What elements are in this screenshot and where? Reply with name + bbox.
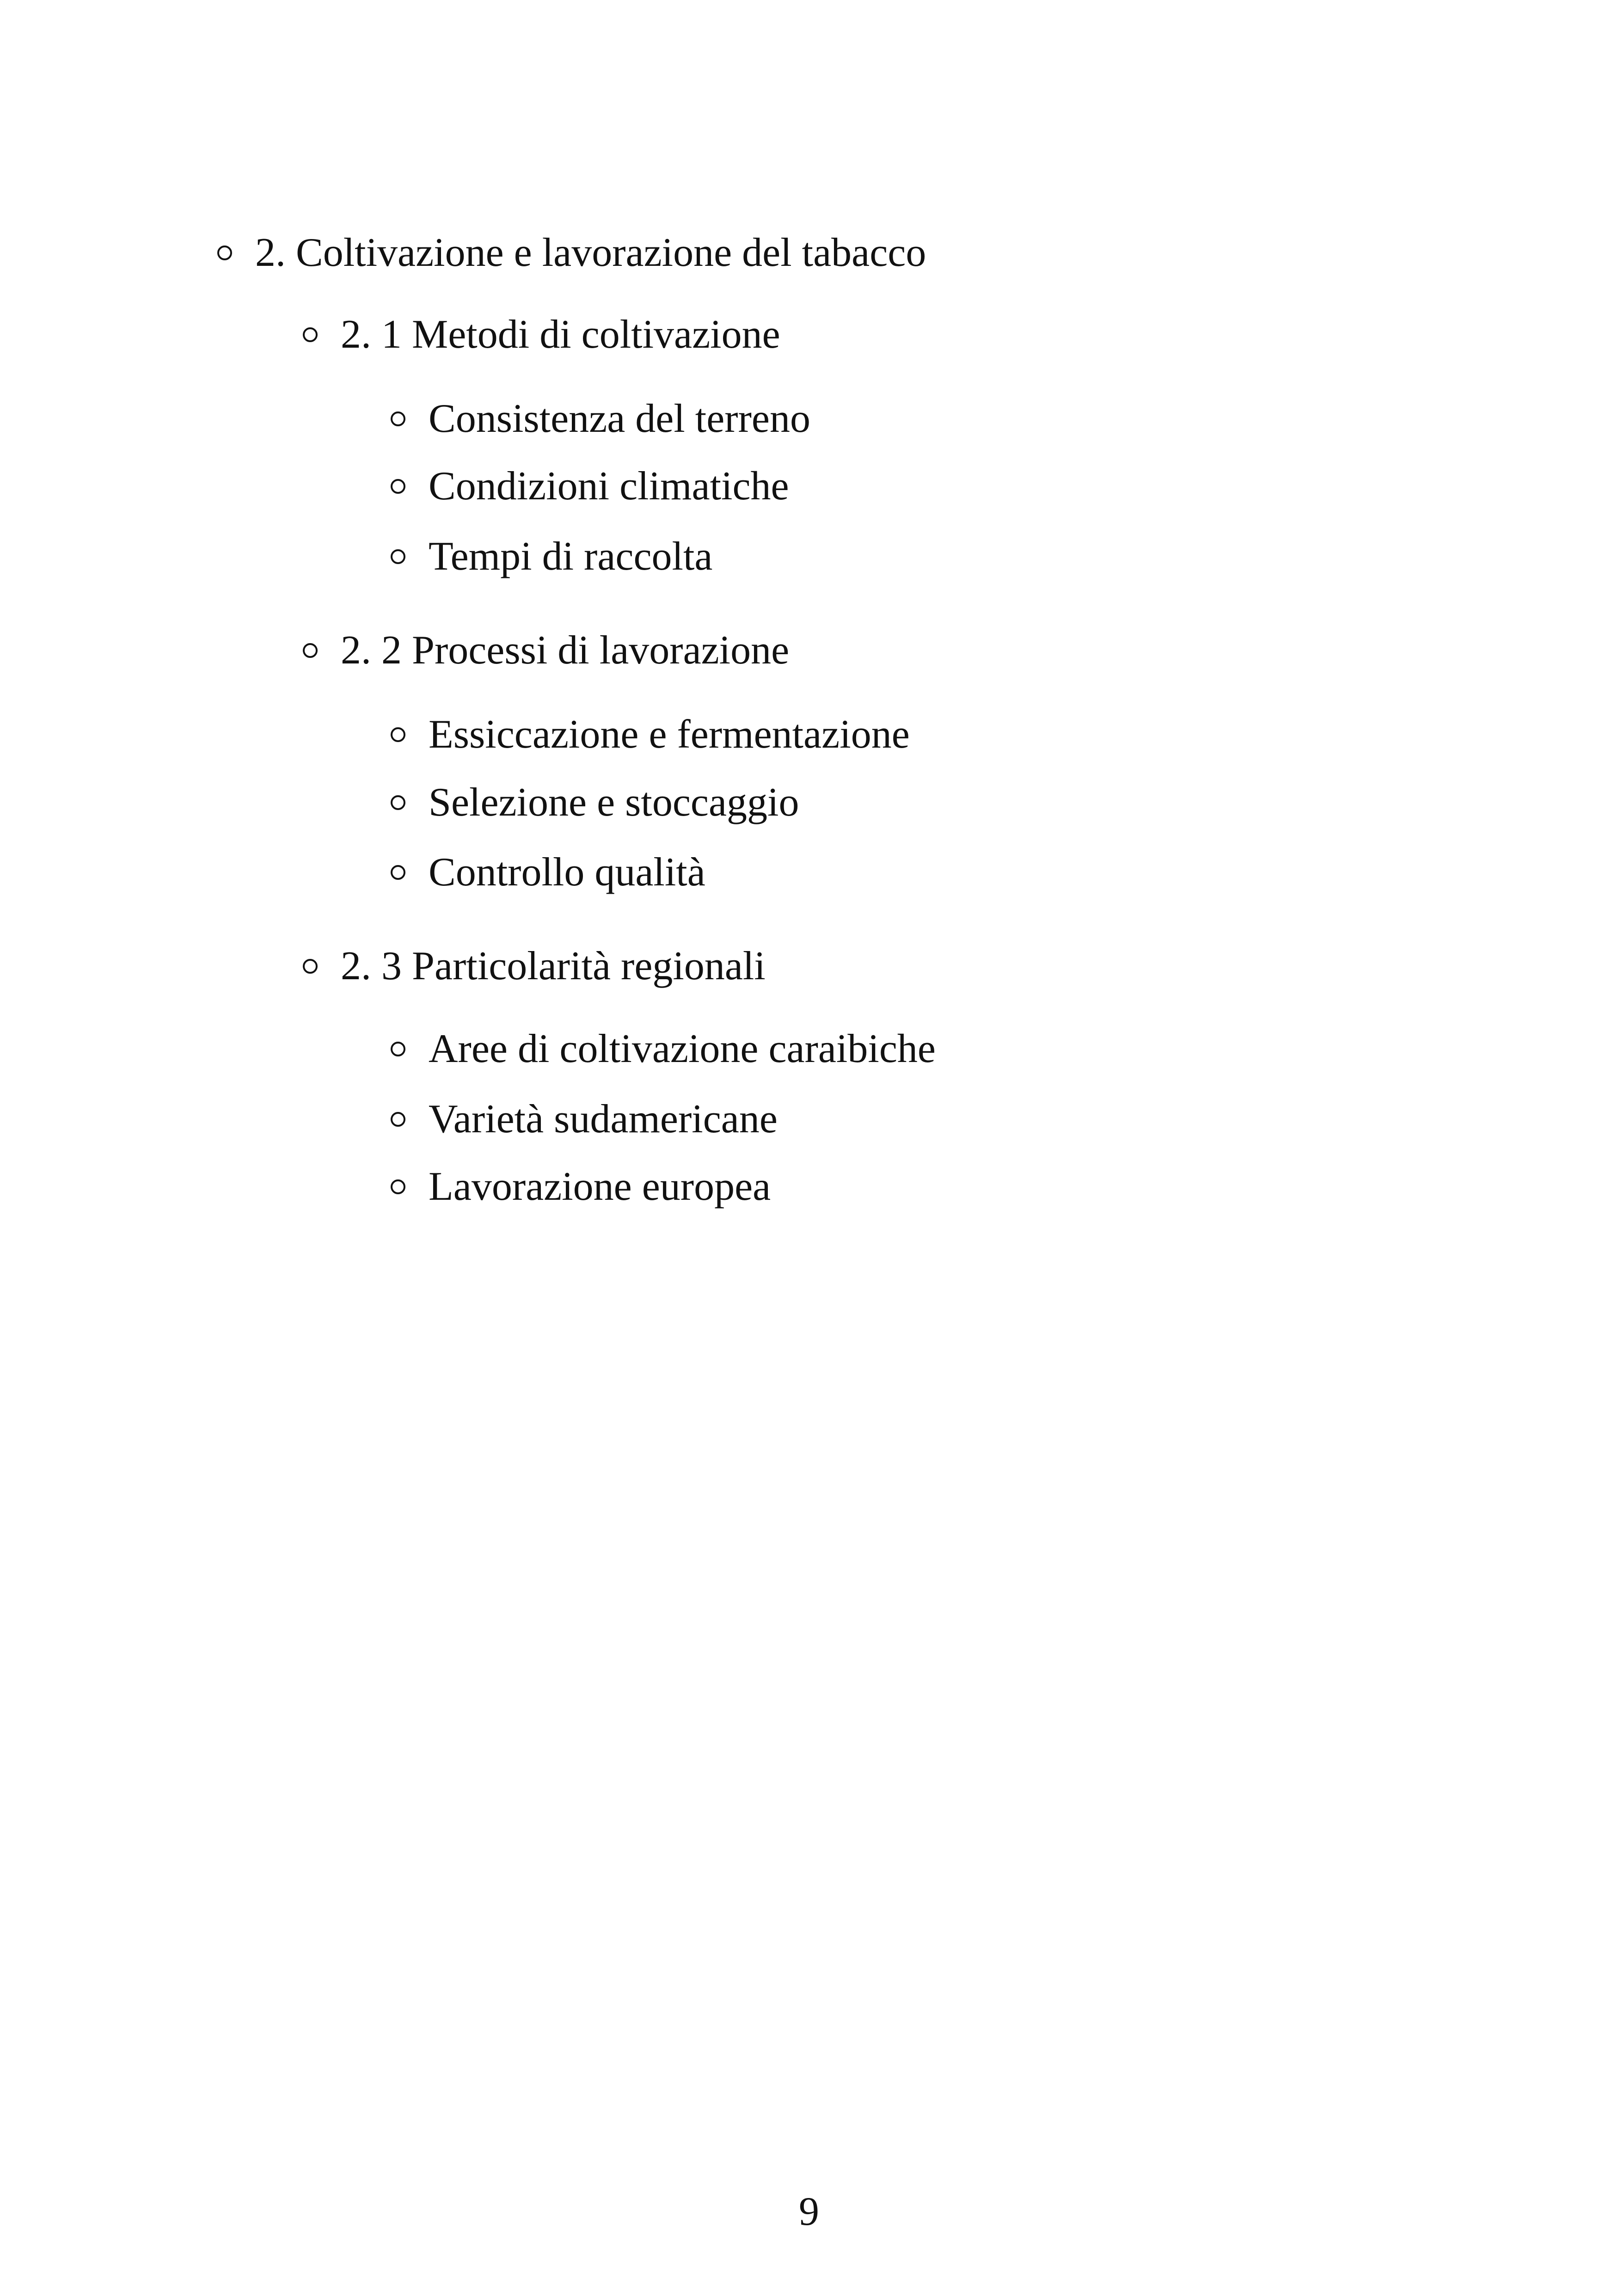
circle-bullet-icon [391, 479, 405, 494]
outline-item-chapter-2 [217, 230, 926, 275]
outline-item-subsection [391, 1026, 936, 1071]
outline-item-label: Selezione e stoccaggio [429, 780, 799, 825]
outline-item-section-2-3 [303, 946, 766, 987]
circle-bullet-icon [303, 327, 318, 342]
circle-bullet-icon [391, 795, 405, 810]
outline-item-label: Consistenza del terreno [429, 396, 810, 441]
outline-item-label: Controllo qualità [429, 850, 705, 895]
outline-item-subsection [391, 1166, 771, 1207]
outline-item-label: Condizioni climatiche [429, 464, 789, 509]
circle-bullet-icon [391, 865, 405, 880]
outline-item-section-2-1 [303, 314, 780, 355]
outline-item-subsection [391, 714, 910, 755]
outline-item-label: 2. 1 Metodi di coltivazione [341, 312, 780, 357]
circle-bullet-icon [391, 1042, 405, 1056]
circle-bullet-icon [391, 549, 405, 564]
page-number: 9 [799, 2189, 819, 2234]
outline-item-subsection [391, 536, 712, 577]
outline-item-label: Tempi di raccolta [429, 534, 713, 579]
outline-item-subsection [391, 1099, 778, 1140]
outline-item-label: Varietà sudamericane [429, 1097, 778, 1142]
circle-bullet-icon [303, 643, 318, 658]
outline-item-section-2-2 [303, 630, 789, 671]
outline-item-label: Essiccazione e fermentazione [429, 712, 910, 757]
circle-bullet-icon [217, 246, 232, 260]
circle-bullet-icon [391, 1112, 405, 1127]
outline-item-label: 2. 2 Processi di lavorazione [341, 628, 790, 673]
outline-item-subsection [391, 852, 705, 893]
outline-item-label: 2. Coltivazione e lavorazione del tabacco [255, 230, 926, 275]
circle-bullet-icon [391, 1179, 405, 1194]
circle-bullet-icon [391, 411, 405, 426]
outline-item-subsection [391, 466, 789, 507]
outline-item-label: Aree di coltivazione caraibiche [429, 1026, 936, 1071]
outline-item-label: 2. 3 Particolarità regionali [341, 944, 766, 988]
outline-item-subsection [391, 396, 810, 441]
outline-item-subsection [391, 782, 799, 823]
circle-bullet-icon [391, 727, 405, 742]
circle-bullet-icon [303, 959, 318, 974]
outline-item-label: Lavorazione europea [429, 1164, 771, 1209]
